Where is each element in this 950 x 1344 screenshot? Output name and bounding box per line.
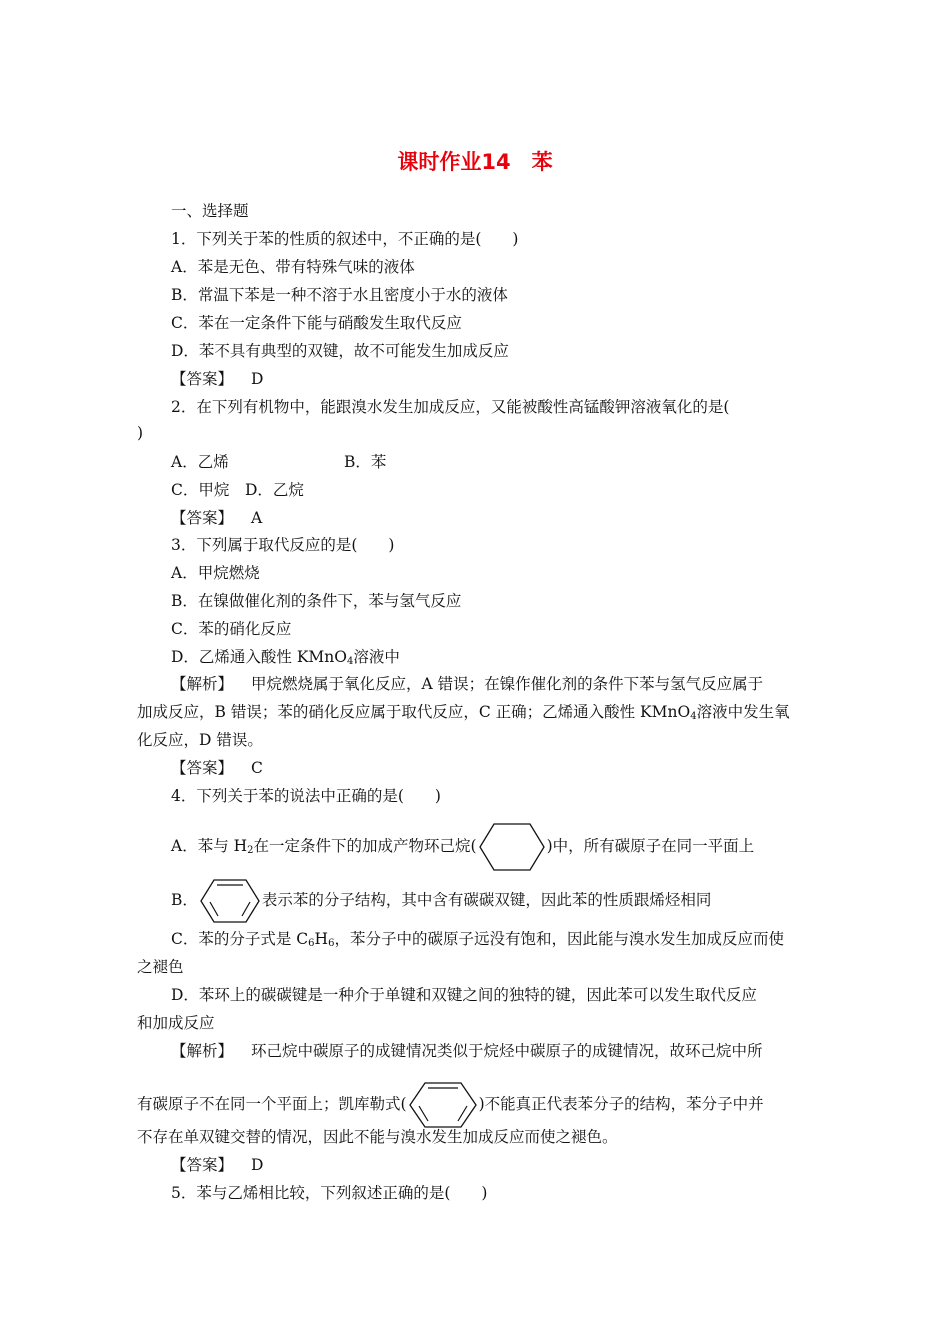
q4-option-d-line2: 和加成反应 [137, 1014, 215, 1032]
q1-stem: 1．下列关于苯的性质的叙述中，不正确的是( ) [171, 230, 519, 248]
q2-option-a: A．乙烯 [171, 453, 229, 471]
q4-analysis-line2: 有碳原子不在同一个平面上；凯库勒式( )不能真正代表苯分子的结构，苯分子中并 [137, 1076, 764, 1132]
q3-option-a: A．甲烷燃烧 [171, 564, 260, 582]
q1-option-b: B．常温下苯是一种不溶于水且密度小于水的液体 [171, 286, 508, 304]
answer-value: A [251, 509, 263, 527]
q3-answer [171, 758, 263, 778]
answer-value: D [251, 370, 264, 388]
q4-analysis-line3: 不存在单双键交替的情况，因此不能与溴水发生加成反应而使之褪色。 [137, 1128, 618, 1146]
q3-stem: 3．下列属于取代反应的是( ) [171, 536, 395, 554]
page-title: 课时作业14 苯 [397, 150, 553, 174]
q3-analysis-line3: 化反应，D 错误。 [137, 731, 263, 749]
q3-option-b: B．在镍做催化剂的条件下，苯与氢气反应 [171, 592, 462, 610]
q2-answer [171, 508, 262, 528]
section-heading: 一、选择题 [171, 202, 249, 220]
q4-stem: 4．下列关于苯的说法中正确的是( ) [171, 787, 441, 805]
q3-analysis-line1: 【解析】 甲烷燃烧属于氧化反应，A 错误；在镍作催化剂的条件下苯与氢气反应属于 [171, 675, 764, 693]
q1-option-c: C．苯在一定条件下能与硝酸发生取代反应 [171, 314, 462, 332]
kekule-benzene-structure-icon [407, 1080, 479, 1130]
answer-label: 【答案】 [171, 509, 234, 527]
q4-option-b: B． 表示苯的分子结构，其中含有碳碳双键，因此苯的性质跟烯烃相同 [171, 872, 711, 928]
q2-option-c: C．甲烷 [171, 481, 230, 499]
q1-answer [171, 369, 263, 389]
q2-stem: 2．在下列有机物中，能跟溴水发生加成反应，又能被酸性高锰酸钾溶液氧化的是( [171, 398, 730, 416]
q4-option-d-line1: D．苯环上的碳碳键是一种介于单键和双键之间的独特的键，因此苯可以发生取代反应 [171, 986, 757, 1004]
q4-option-c-line2: 之褪色 [137, 958, 184, 976]
kekule-benzene-structure-icon [198, 877, 262, 925]
q5-stem: 5．苯与乙烯相比较，下列叙述正确的是( ) [171, 1184, 488, 1202]
q4-option-c-line1: C．苯的分子式是 $C_6H_6$，苯分子中的碳原子远没有饱和，因此能与溴水发生加成反应而使 [171, 930, 784, 949]
answer-label: 【答案】 [171, 759, 234, 777]
q4-answer [171, 1155, 263, 1175]
q1-option-a: A．苯是无色、带有特殊气味的液体 [171, 258, 415, 276]
q3-option-d: D．乙烯通入酸性 KMnO$_4$溶液中 [171, 648, 400, 667]
q2-option-d: D．乙烷 [245, 481, 304, 499]
q4-analysis-line1: 【解析】 环己烷中碳原子的成键情况类似于烷烃中碳原子的成键情况，故环己烷中所 [171, 1042, 763, 1060]
q3-analysis-line2: 加成反应，B 错误；苯的硝化反应属于取代反应，C 正确；乙烯通入酸性 KMnO$_4$溶液中发生氧 [137, 703, 790, 722]
answer-value: C [251, 759, 263, 777]
q2-option-b: B．苯 [344, 453, 387, 471]
answer-label: 【答案】 [171, 370, 234, 388]
q4-option-a: A．苯与 $H_2$在一定条件下的加成产物环己烷( )中，所有碳原子在同一平面上 [171, 818, 754, 874]
analysis-label: 【解析】 [171, 1042, 234, 1060]
analysis-label: 【解析】 [171, 675, 234, 693]
q1-option-d: D．苯不具有典型的双键，故不可能发生加成反应 [171, 342, 509, 360]
q2-stem-end: ) [137, 424, 144, 442]
q3-option-c: C．苯的硝化反应 [171, 620, 292, 638]
answer-value: D [251, 1156, 264, 1174]
answer-label: 【答案】 [171, 1156, 234, 1174]
cyclohexane-structure-icon [477, 820, 547, 874]
